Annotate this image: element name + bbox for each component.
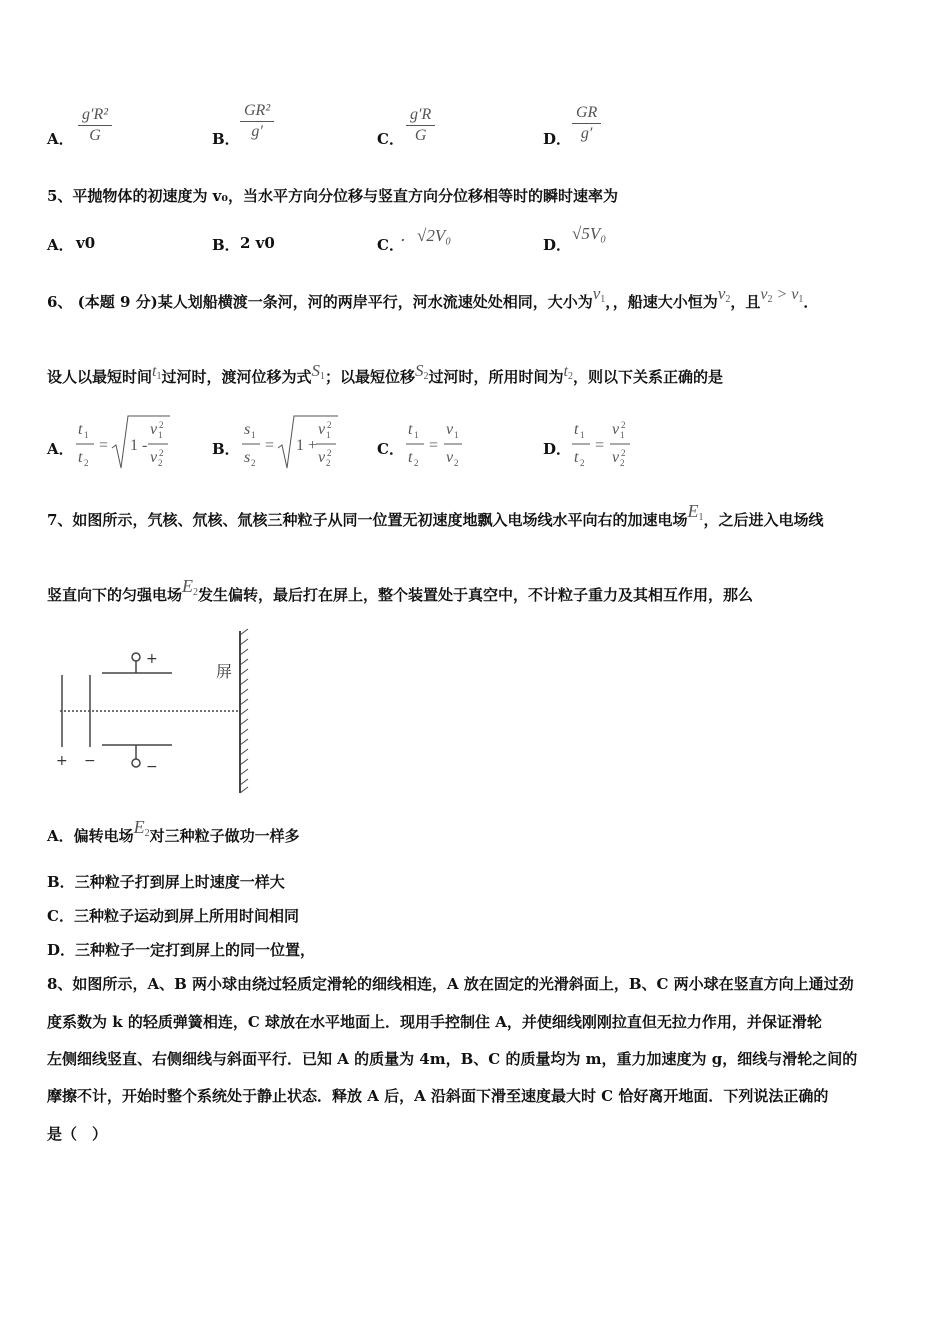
- q7-option-d: [47, 940, 315, 960]
- q4-option-c-fraction: [406, 106, 435, 145]
- svg-text:v: v: [446, 449, 454, 466]
- q5-option-d-label: D．: [543, 236, 572, 254]
- bottom-plate-minus: −: [146, 759, 158, 775]
- q7-option-b-label: B．: [47, 873, 75, 891]
- q7-option-a-text-a: 偏转电场: [73, 827, 134, 845]
- svg-text:2: 2: [327, 420, 332, 430]
- q6-line2-c: ；以最短位移: [324, 368, 415, 386]
- q7-option-d-text: 三种粒子一定打到屏上的同一位置，: [75, 941, 316, 959]
- q6-line1: 6、 (本题 9 分)某人划船横渡一条河，河的两岸平行，河水流速处处相同，大小为$v_1$，，船速大小恒为$v_2$，且$v_2 > v_1$．: [47, 284, 819, 311]
- q4-option-d-den: g′: [580, 125, 593, 142]
- q5-option-a-label: A．: [47, 236, 74, 254]
- svg-text:t: t: [78, 421, 83, 438]
- svg-text:2: 2: [621, 420, 626, 430]
- q6-line2-b: 过河时，渡河位移为式: [161, 368, 312, 386]
- q7-option-b: [47, 872, 285, 892]
- q6-line1-a: 6、 (本题 9 分)某人划船横渡一条河，河的两岸平行，河水流速处处相同，大小为: [47, 293, 593, 311]
- svg-text:2: 2: [620, 458, 625, 468]
- svg-text:1: 1: [414, 430, 419, 440]
- q4-option-d-fraction: [572, 104, 601, 143]
- svg-text:2: 2: [159, 420, 164, 430]
- svg-text:2: 2: [84, 458, 89, 468]
- svg-text:v: v: [150, 421, 158, 438]
- screen-label: 屏: [216, 662, 233, 681]
- q5-option-a-text: v0: [76, 234, 96, 252]
- q5-stem: 5、平抛物体的初速度为 v₀，当水平方向分位移与竖直方向分位移相等时的瞬时速率为: [47, 187, 618, 205]
- q4-option-a-fraction: [78, 106, 112, 145]
- q4-option-b-fraction: [240, 102, 274, 141]
- q6-line2-a: 设人以最短时间: [47, 368, 153, 386]
- q4-option-d-num: GR: [576, 104, 598, 121]
- q7-line1: 7、如图所示，氕核、氘核、氚核三种粒子从同一位置无初速度地飘入电场线水平向右的加速电场$E_1$，之后进入电场线: [47, 501, 824, 529]
- svg-text:t: t: [574, 421, 579, 438]
- q6-line1-d: ．: [803, 293, 819, 311]
- q7-option-a: A．偏转电场$E_2$对三种粒子做功一样多: [47, 817, 300, 845]
- q5-option-d-text: √5V₀: [572, 224, 607, 243]
- q8-line-2: 度系数为 k 的轻质弹簧相连，C 球放在水平地面上．现用手控制住 A，并使细线刚刚拉直但无拉力作用，并保证滑轮: [47, 1013, 822, 1031]
- q7-option-b-text: 三种粒子打到屏上时速度一样大: [74, 873, 285, 891]
- q4-option-c-num: g′R: [410, 106, 432, 123]
- q6-option-b-formula: [240, 410, 344, 470]
- q6-line2-d: 过河时，所用时间为: [428, 368, 564, 386]
- q6-line2: 设人以最短时间$t_1$过河时，渡河位移为式$S_1$；以最短位移$S_2$过河时，所用时间为$t_2$，则以下关系正确的是: [47, 361, 723, 386]
- svg-text:=: =: [265, 437, 275, 454]
- svg-text:t: t: [408, 421, 413, 438]
- q7-figure: [50, 625, 260, 800]
- svg-text:=: =: [595, 437, 605, 454]
- svg-text:v: v: [446, 421, 454, 438]
- q5-option-b-text: 2 v0: [240, 234, 275, 252]
- svg-text:1: 1: [326, 430, 331, 440]
- q7-line1-a: 7、如图所示，氕核、氘核、氚核三种粒子从同一位置无初速度地飘入电场线水平向右的加速电场: [47, 511, 688, 529]
- q7-option-a-label: A．: [47, 827, 74, 845]
- q7-line2: 竖直向下的匀强电场$E_2$发生偏转，最后打在屏上，整个装置处于真空中，不计粒子重力及其相互作用，那么: [47, 576, 754, 604]
- svg-text:=: =: [429, 437, 439, 454]
- q6-option-b-label: B．: [212, 440, 240, 458]
- svg-text:t: t: [78, 449, 83, 466]
- q4-option-a-label: A．: [47, 130, 74, 148]
- svg-text:v: v: [318, 421, 326, 438]
- q7-option-c-label: C．: [47, 907, 74, 925]
- svg-text:s: s: [244, 449, 251, 466]
- q4-option-a-num: g′R²: [82, 106, 109, 123]
- svg-text:1: 1: [580, 430, 585, 440]
- q6-line1-c: ，且: [730, 293, 761, 311]
- q6-line1-b: ，，船速大小恒为: [605, 293, 718, 311]
- q4-option-d-label: D．: [543, 130, 572, 148]
- svg-text:v: v: [150, 449, 158, 466]
- q8-line-3: 左侧细线竖直、右侧细线与斜面平行．已知 A 的质量为 4m，B、C 的质量均为 m，重力加速度为 g，细线与滑轮之间的: [47, 1050, 858, 1068]
- svg-text:2: 2: [454, 458, 459, 468]
- q4-option-b-num: GR²: [244, 102, 271, 119]
- q7-option-c-text: 三种粒子运动到屏上所用时间相同: [73, 907, 299, 925]
- svg-text:v: v: [612, 421, 620, 438]
- svg-text:2: 2: [251, 458, 256, 468]
- q4-option-b-den: g′: [251, 123, 263, 140]
- svg-text:2: 2: [580, 458, 585, 468]
- svg-text:2: 2: [326, 458, 331, 468]
- svg-text:=: =: [99, 437, 109, 454]
- left-plate-plus: +: [56, 753, 68, 769]
- svg-text:2: 2: [327, 448, 332, 458]
- svg-text:2: 2: [414, 458, 419, 468]
- q6-option-d-label: D．: [543, 440, 572, 458]
- q6-line2-e: ，则以下关系正确的是: [572, 368, 723, 386]
- top-plate-plus: +: [146, 651, 158, 667]
- q7-line2-b: 发生偏转，最后打在屏上，整个装置处于真空中，不计粒子重力及其相互作用，那么: [198, 586, 754, 604]
- screen-hatching: [240, 629, 248, 793]
- q6-option-a-formula: [74, 410, 174, 470]
- q5-option-c-text: ．√2V₀: [400, 226, 452, 245]
- svg-text:v: v: [612, 449, 620, 466]
- svg-text:2: 2: [159, 448, 164, 458]
- q4-option-b-label: B．: [212, 130, 240, 148]
- svg-text:2: 2: [621, 448, 626, 458]
- q8-line-4: 摩擦不计，开始时整个系统处于静止状态．释放 A 后，A 沿斜面下滑至速度最大时 C 恰好离开地面．下列说法正确的: [47, 1087, 829, 1105]
- q7-option-a-text-b: 对三种粒子做功一样多: [149, 827, 300, 845]
- q6-option-c-label: C．: [377, 440, 404, 458]
- svg-text:2: 2: [158, 458, 163, 468]
- q7-line2-a: 竖直向下的匀强电场: [47, 586, 183, 604]
- q6-option-c-formula: [404, 410, 468, 470]
- svg-text:t: t: [574, 449, 579, 466]
- q6-option-d-formula: [570, 410, 634, 470]
- q7-option-d-label: D．: [47, 941, 76, 959]
- q4-option-c-label: C．: [377, 130, 404, 148]
- svg-text:s: s: [244, 421, 251, 438]
- q8-line-1: 8、如图所示，A、B 两小球由绕过轻质定滑轮的细线相连，A 放在固定的光滑斜面上，B、C 两小球在竖直方向上通过劲: [47, 975, 854, 993]
- q7-line1-b: ，之后进入电场线: [703, 511, 824, 529]
- q7-option-c: [47, 906, 299, 926]
- svg-text:1 -: 1 -: [130, 437, 148, 454]
- q4-option-a-den: G: [89, 127, 101, 144]
- svg-text:t: t: [408, 449, 413, 466]
- svg-text:v: v: [318, 449, 326, 466]
- svg-text:1 +: 1 +: [296, 437, 318, 454]
- q5-option-c-label: C．: [377, 236, 404, 254]
- right-plate-minus: −: [84, 753, 96, 769]
- q4-option-c-den: G: [414, 127, 427, 144]
- svg-text:1: 1: [158, 430, 163, 440]
- q6-option-a-label: A．: [47, 440, 74, 458]
- q8-line-5: 是（ ）: [47, 1125, 108, 1143]
- svg-text:1: 1: [84, 430, 89, 440]
- svg-text:1: 1: [454, 430, 459, 440]
- q5-option-b-label: B．: [212, 236, 240, 254]
- svg-text:1: 1: [620, 430, 625, 440]
- svg-text:1: 1: [251, 430, 256, 440]
